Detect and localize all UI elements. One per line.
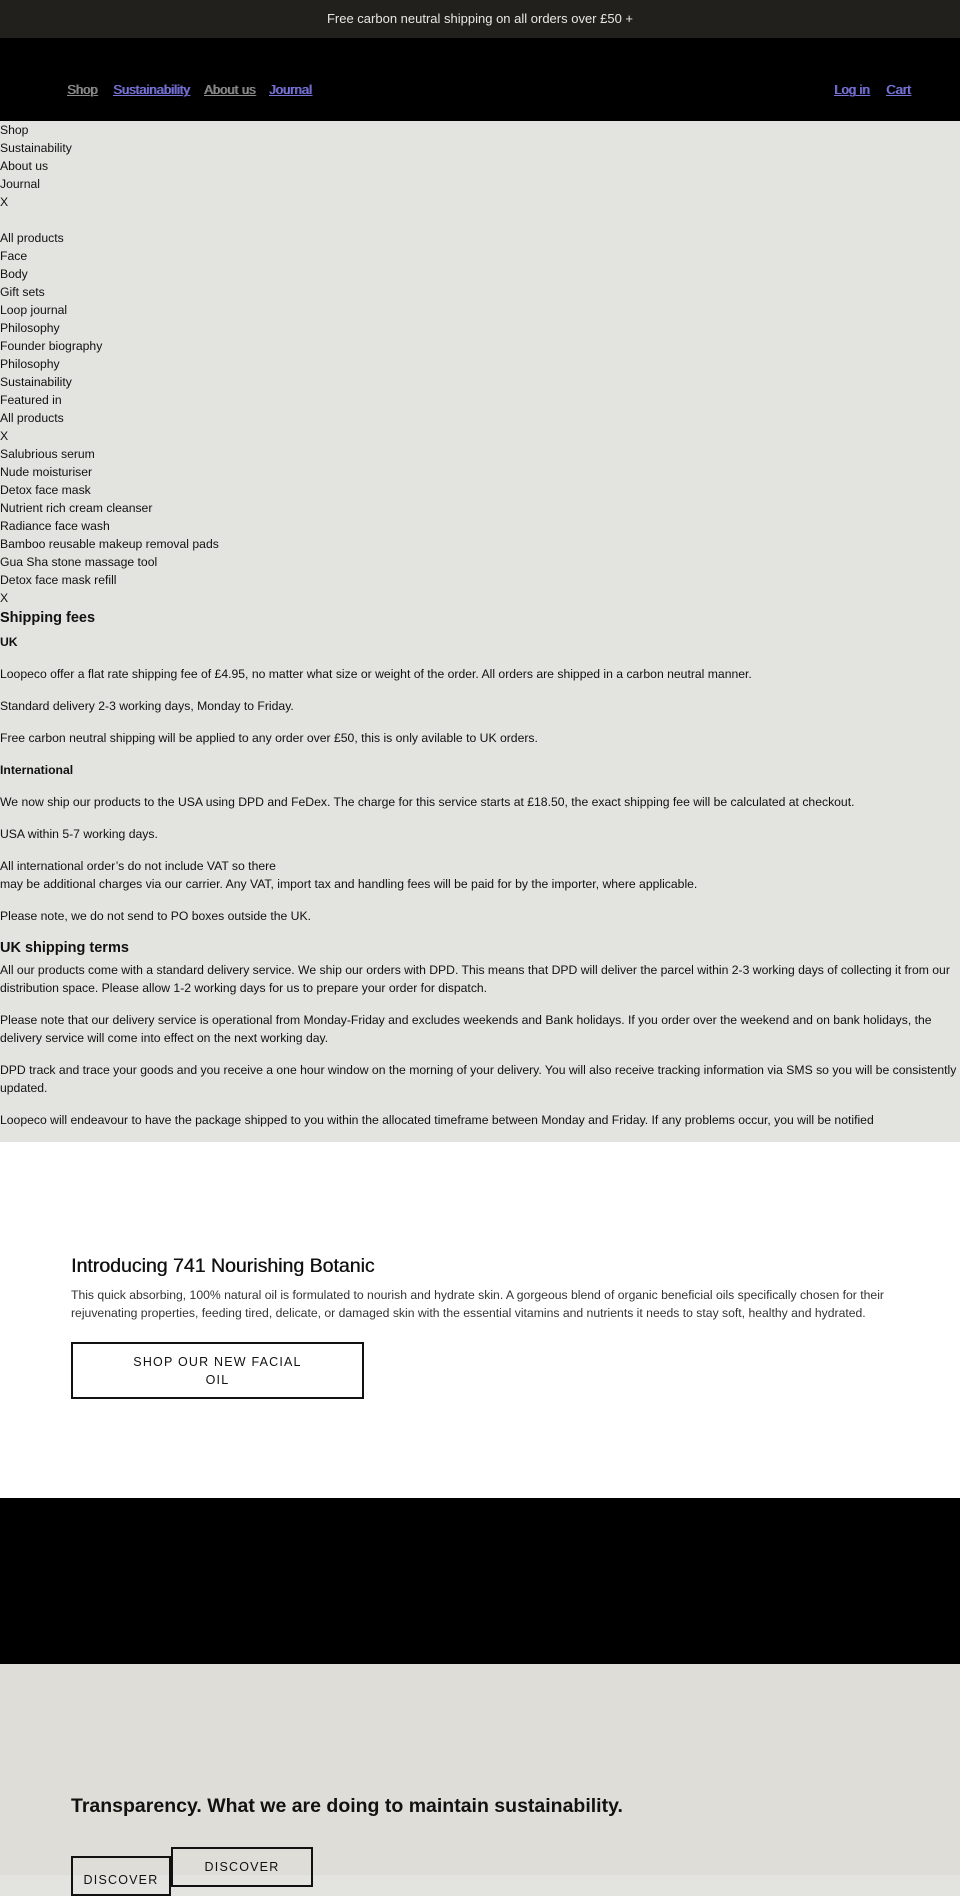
product-link[interactable]: Nude moisturiser: [0, 465, 93, 479]
product-link[interactable]: Nutrient rich cream cleanser: [0, 501, 153, 515]
uk-heading: UK: [0, 635, 18, 649]
intl-paragraph-3-line-1: All international order’s do not include VAT so there: [0, 859, 276, 873]
nav-shop[interactable]: Shop: [67, 82, 98, 97]
discover-button[interactable]: DISCOVER: [71, 1856, 171, 1896]
product-link[interactable]: Bamboo reusable makeup removal pads: [0, 537, 219, 551]
submenu-item[interactable]: All products: [0, 411, 64, 425]
product-link[interactable]: Gua Sha stone massage tool: [0, 555, 158, 569]
terms-paragraph-3: DPD track and trace your goods and you receive a one hour window on the morning of your delivery. You will also receive tracking information via SMS so you will be consistently updated.: [0, 1063, 957, 1095]
submenu-item[interactable]: Loop journal: [0, 303, 68, 317]
uk-paragraph-3: Free carbon neutral shipping will be applied to any order over £50, this is only avilable to UK orders.: [0, 731, 538, 745]
submenu-item[interactable]: Body: [0, 267, 28, 281]
products-close-button[interactable]: X: [0, 591, 9, 605]
announcement-bar: [0, 0, 960, 38]
main-content: [0, 121, 960, 1142]
terms-paragraph-1: All our products come with a standard delivery service. We ship our orders with DPD. This means that DPD will deliver the parcel within 2-3 working days of collecting it from our distribution space. Please allow 1-2 working days for us to prepare your order for dispatch.: [0, 963, 950, 995]
media-banner: [0, 1498, 960, 1664]
submenu-item[interactable]: Gift sets: [0, 285, 45, 299]
sustainability-section: [0, 1664, 960, 1887]
menu-primary: [0, 121, 960, 211]
announcement-text: Free carbon neutral shipping on all orders over £50 +: [326, 11, 634, 26]
intl-paragraph-3-line-2: may be additional charges via our carrier. Any VAT, import tax and handling fees will be paid for by the importer, where applicable.: [0, 877, 698, 891]
menu-secondary: [0, 229, 960, 445]
menu-item-shop[interactable]: Shop: [0, 123, 29, 137]
intl-paragraph-2: USA within 5-7 working days.: [0, 827, 158, 841]
promo-title: Introducing 741 Nourishing Botanic: [71, 1255, 375, 1277]
submenu-item[interactable]: Founder biography: [0, 339, 103, 353]
promo-description: This quick absorbing, 100% natural oil is formulated to nourish and hydrate skin. A gorgeous blend of organic beneficial oils specifically chosen for their rejuvenating properties, feeding tired, delicate, or damaged skin with the essential vitamins and nutrients it needs to stay soft, healthy and hydrated.: [71, 1288, 884, 1320]
terms-paragraph-4: Loopeco will endeavour to have the package shipped to you within the allocated timeframe between Monday and Friday. If any problems occur, you will be notified: [0, 1113, 874, 1127]
international-heading: International: [0, 763, 74, 777]
menu-item-about-us[interactable]: About us: [0, 159, 49, 173]
menu-products: [0, 445, 960, 607]
submenu-item[interactable]: Face: [0, 249, 28, 263]
terms-paragraph-2: Please note that our delivery service is operational from Monday-Friday and excludes weekends and Bank holidays. If you order over the weekend and on bank holidays, the delivery service will come into effect on the next working day.: [0, 1013, 932, 1045]
menu-item-journal[interactable]: Journal: [0, 177, 40, 191]
product-link[interactable]: Salubrious serum: [0, 447, 95, 461]
submenu-item[interactable]: Sustainability: [0, 375, 72, 389]
cart-link[interactable]: Cart: [886, 82, 911, 97]
uk-paragraph-1: Loopeco offer a flat rate shipping fee of £4.95, no matter what size or weight of the order. All orders are shipped in a carbon neutral manner.: [0, 667, 752, 681]
submenu-item[interactable]: Philosophy: [0, 321, 60, 335]
uk-paragraph-2: Standard delivery 2-3 working days, Monday to Friday.: [0, 699, 294, 713]
login-link[interactable]: Log in: [834, 82, 870, 97]
submenu-item[interactable]: All products: [0, 231, 64, 245]
intl-paragraph-4: Please note, we do not send to PO boxes outside the UK.: [0, 909, 311, 923]
nav-journal[interactable]: Journal: [269, 82, 312, 97]
promo-section: [0, 1142, 960, 1498]
discover-button-secondary[interactable]: DISCOVER: [171, 1847, 313, 1887]
uk-shipping-terms-heading: UK shipping terms: [0, 940, 129, 956]
nav-about-us[interactable]: About us: [204, 82, 256, 97]
shop-facial-oil-button[interactable]: [71, 1342, 364, 1399]
sustainability-title: Transparency. What we are doing to maintain sustainability.: [71, 1795, 623, 1817]
product-link[interactable]: Detox face mask refill: [0, 573, 117, 587]
product-link[interactable]: Detox face mask: [0, 483, 91, 497]
nav-sustainability[interactable]: Sustainability: [113, 82, 190, 97]
submenu-close-button[interactable]: X: [0, 429, 9, 443]
shop-facial-oil-button-line-1: SHOP OUR NEW FACIAL: [133, 1354, 302, 1369]
submenu-item[interactable]: Philosophy: [0, 357, 60, 371]
menu-item-sustainability[interactable]: Sustainability: [0, 141, 72, 155]
submenu-item[interactable]: Featured in: [0, 393, 62, 407]
product-link[interactable]: Radiance face wash: [0, 519, 110, 533]
site-header: [0, 38, 960, 121]
shop-facial-oil-button-line-2: OIL: [205, 1372, 230, 1387]
menu-close-button[interactable]: X: [0, 195, 9, 209]
intl-paragraph-1: We now ship our products to the USA using DPD and FeDex. The charge for this service starts at £18.50, the exact shipping fee will be calculated at checkout.: [0, 795, 855, 809]
intl-paragraph-3: [0, 857, 960, 893]
shipping-fees-heading: Shipping fees: [0, 610, 96, 626]
